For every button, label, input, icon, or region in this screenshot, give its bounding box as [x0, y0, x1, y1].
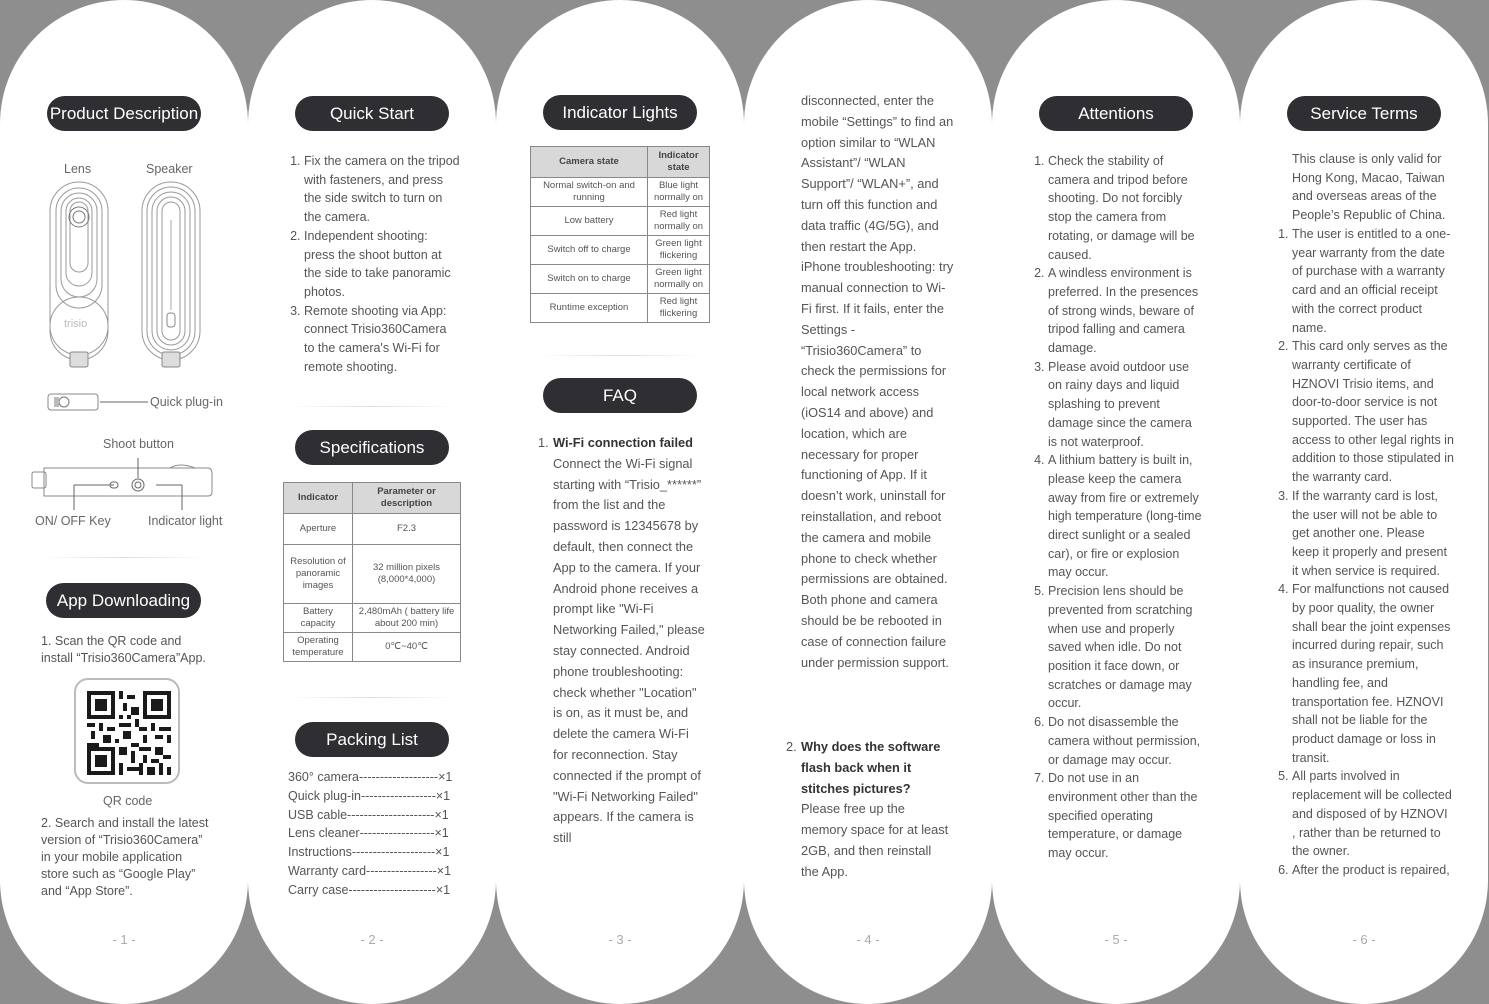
- indicator-cell: Blue light normally on: [648, 178, 710, 207]
- app-step-1: 1. Scan the QR code and install “Trisio360Camera”App.: [41, 634, 206, 665]
- page-number: - 6 -: [1352, 932, 1376, 947]
- page-number: - 1 -: [112, 932, 136, 947]
- spec-cell: Operating temperature: [284, 633, 353, 662]
- indicator-cell: Green light flickering: [648, 236, 710, 265]
- service-terms-item: 3. If the warranty card is lost, the user will not be able to get another one. Please keep it properly and present it when service is required.: [1292, 487, 1454, 581]
- packing-item: Quick plug-in------------------×1: [288, 788, 451, 803]
- service-terms-item: 4. For malfunctions not caused by poor quality, the owner shall bear the joint expenses incurred during repair, such as insurance premium, handling fee, and transportation fee. HZNOVI shall not be liable for the product damage or loss in transit.: [1292, 580, 1454, 767]
- product-description-title: Product Description: [47, 96, 201, 131]
- service-terms-item: 1. The user is entitled to a one-year warranty from the date of purchase with a warranty card and an official receipt with the correct product name.: [1292, 225, 1454, 337]
- service-terms-list: [1276, 225, 1454, 880]
- faq-q2-body: Please free up the memory space for at least 2GB, and then reinstall the App.: [801, 801, 949, 879]
- indicator-cell: Red light normally on: [648, 207, 710, 236]
- panel-4: [744, 0, 992, 1004]
- indicator-lights-title: Indicator Lights: [543, 95, 697, 130]
- quick-start-item: 1. Fix the camera on the tripod with fasteners, and press the side switch to turn on the camera.: [304, 152, 460, 227]
- packing-item: USB cable---------------------×1: [288, 807, 449, 822]
- service-terms-item: 6. After the product is repaired,: [1292, 861, 1454, 880]
- page-number: - 3 -: [608, 932, 632, 947]
- app-downloading-title: App Downloading: [46, 583, 201, 618]
- quick-start-list: [288, 152, 460, 376]
- packing-item: Warranty card-----------------×1: [288, 863, 452, 878]
- attentions-list: [1032, 152, 1204, 863]
- page-number: - 2 -: [360, 932, 384, 947]
- faq-q1-body: Connect the Wi-Fi signal starting with “Trisio_******” from the list and the password is 12345678 by default, then connect the App to the camera. If your Android phone receives a prompt like "Wi-Fi Networking Failed," please stay connected. Android phone troubleshooting: check whether "Location" is on, as it must be, and delete the camera Wi-Fi for reconnection. Stay connected if the prompt of "Wi-Fi Networking Failed" appears. If the camera is still: [553, 455, 705, 846]
- quick-plugin-illustration: [46, 390, 150, 414]
- onoff-key-label: ON/ OFF Key: [35, 514, 111, 528]
- faq-q1-continued: disconnected, enter the mobile “Settings” to find an option similar to “WLAN Assistant”/ “WLAN Support”/ “WLAN+”, and turn off this function and data traffic (4G/5G), and then restart the App. iPhone troubleshooting: try manual connection to Wi-Fi first. If it fails, enter the Settings - “Trisio360Camera” to check the permissions for local network access (iOS14 and above) and location, which are necessary for proper functioning of App. If it doesn’t work, uninstall for reinstallation, and reboot the camera and mobile phone to check whether permissions are obtained. Both phone and camera should be be rebooted in case of connection failure under permission support.: [801, 93, 954, 670]
- faq-q1-title: Wi-Fi connection failed: [553, 435, 693, 450]
- indicator-cell: Low battery: [531, 207, 648, 236]
- service-terms-title: Service Terms: [1287, 96, 1441, 131]
- faq-title: FAQ: [543, 378, 697, 413]
- faq-q2-number: 2.: [786, 739, 797, 754]
- indicator-cell: Red light flickering: [648, 294, 710, 323]
- indicator-cell: Green light normally on: [648, 265, 710, 294]
- indicator-cell: Normal switch-on and running: [531, 178, 648, 207]
- qr-code-label: QR code: [103, 794, 153, 808]
- service-terms-item: 5. All parts involved in replacement will be collected and disposed of by HZNOVI , rather than be returned to the owner.: [1292, 767, 1454, 861]
- specifications-table: [283, 482, 461, 662]
- attentions-item: 1. Check the stability of camera and tripod before shooting. Do not forcibly stop the camera from rotating, or damage will be caused.: [1048, 152, 1204, 264]
- camera-back-illustration: [140, 180, 202, 370]
- faq-q1-number: 1.: [538, 435, 549, 450]
- panel-6: [1240, 0, 1488, 1004]
- spec-cell: 0℃~40℃: [353, 633, 461, 662]
- indicator-cell: Switch on to charge: [531, 265, 648, 294]
- attentions-item: 4. A lithium battery is built in, please keep the camera away from fire or extremely high temperature (long-time direct sunlight or a sealed car), or fire or explosion may occur.: [1048, 451, 1204, 582]
- specifications-title: Specifications: [295, 430, 449, 465]
- attentions-title: Attentions: [1039, 96, 1193, 131]
- page-number: - 5 -: [1104, 932, 1128, 947]
- panel-3: [496, 0, 744, 1004]
- quick-start-item: 3. Remote shooting via App: connect Trisio360Camera to the camera's Wi-Fi for remote shooting.: [304, 302, 460, 377]
- faq-q2: [801, 737, 951, 883]
- attentions-item: 3. Please avoid outdoor use on rainy days and liquid splashing to prevent damage since the camera is not waterproof.: [1048, 358, 1204, 452]
- packing-list-title: Packing List: [295, 722, 449, 757]
- indicator-cell: Runtime exception: [531, 294, 648, 323]
- qr-code: [74, 678, 180, 784]
- service-terms-intro: This clause is only valid for Hong Kong, Macao, Taiwan and overseas areas of the People’s Republic of China.: [1292, 152, 1446, 223]
- panel-5: [992, 0, 1240, 1004]
- faq-q2-title: Why does the software flash back when it stitches pictures?: [801, 739, 941, 796]
- packing-item: 360° camera-------------------×1: [288, 770, 453, 784]
- brand-logo: trisio: [64, 318, 88, 330]
- app-step-2: 2. Search and install the latest version of “Trisio360Camera” in your mobile application store such as “Google Play” and “App Store”.: [41, 816, 209, 898]
- camera-front-illustration: [48, 180, 110, 370]
- spec-cell: 2,480mAh ( battery life about 200 min): [353, 604, 461, 633]
- attentions-item: 7. Do not use in an environment other than the specified operating temperature, or damage may occur.: [1048, 769, 1204, 863]
- spec-cell: Resolution of panoramic images: [284, 545, 353, 604]
- indicator-header-indicator-state: Indicator state: [648, 147, 710, 178]
- attentions-item: 2. A windless environment is preferred. In the presences of strong winds, beware of tripod falling and camera damage.: [1048, 264, 1204, 358]
- spec-cell: Battery capacity: [284, 604, 353, 633]
- packing-item: Lens cleaner------------------×1: [288, 826, 449, 841]
- indicator-header-camera-state: Camera state: [531, 147, 648, 178]
- panel-1: [0, 0, 248, 1004]
- shoot-button-label: Shoot button: [103, 437, 174, 451]
- spec-cell: Aperture: [284, 514, 353, 545]
- service-terms-item: 2. This card only serves as the warranty certificate of HZNOVI Trisio items, and door-to-door service is not supported. The user has access to other legal rights in addition to those stipulated in the warranty card.: [1292, 337, 1454, 487]
- lens-label: Lens: [64, 162, 92, 176]
- page-number: - 4 -: [856, 932, 880, 947]
- spec-header-parameter: Parameter or description: [353, 483, 461, 514]
- quick-start-title: Quick Start: [295, 96, 449, 131]
- panel-2: [248, 0, 496, 1004]
- indicator-lights-table: [530, 146, 710, 323]
- divider: [536, 355, 704, 356]
- packing-item: Carry case---------------------×1: [288, 882, 451, 897]
- divider: [288, 697, 456, 698]
- spec-cell: 32 million pixels (8,000*4,000): [353, 545, 461, 604]
- spec-header-indicator: Indicator: [284, 483, 353, 514]
- qr-code-pattern: [87, 691, 171, 775]
- camera-side-illustration: [30, 454, 216, 510]
- speaker-label: Speaker: [146, 162, 193, 176]
- attentions-item: 5. Precision lens should be prevented from scratching when use and properly saved when idle. Do not position it face down, or scratches or damage may occur.: [1048, 582, 1204, 713]
- divider: [288, 406, 456, 407]
- attentions-item: 6. Do not disassemble the camera without permission, or damage may occur.: [1048, 713, 1204, 769]
- packing-list: [288, 768, 452, 900]
- faq-q1: [553, 433, 705, 849]
- quick-start-item: 2. Independent shooting: press the shoot button at the side to take panoramic photos.: [304, 227, 460, 302]
- spec-cell: F2.3: [353, 514, 461, 545]
- divider: [40, 557, 208, 558]
- packing-item: Instructions--------------------×1: [288, 845, 450, 860]
- indicator-cell: Switch off to charge: [531, 236, 648, 265]
- indicator-light-label: Indicator light: [148, 514, 223, 528]
- quick-plugin-label: Quick plug-in: [150, 395, 223, 409]
